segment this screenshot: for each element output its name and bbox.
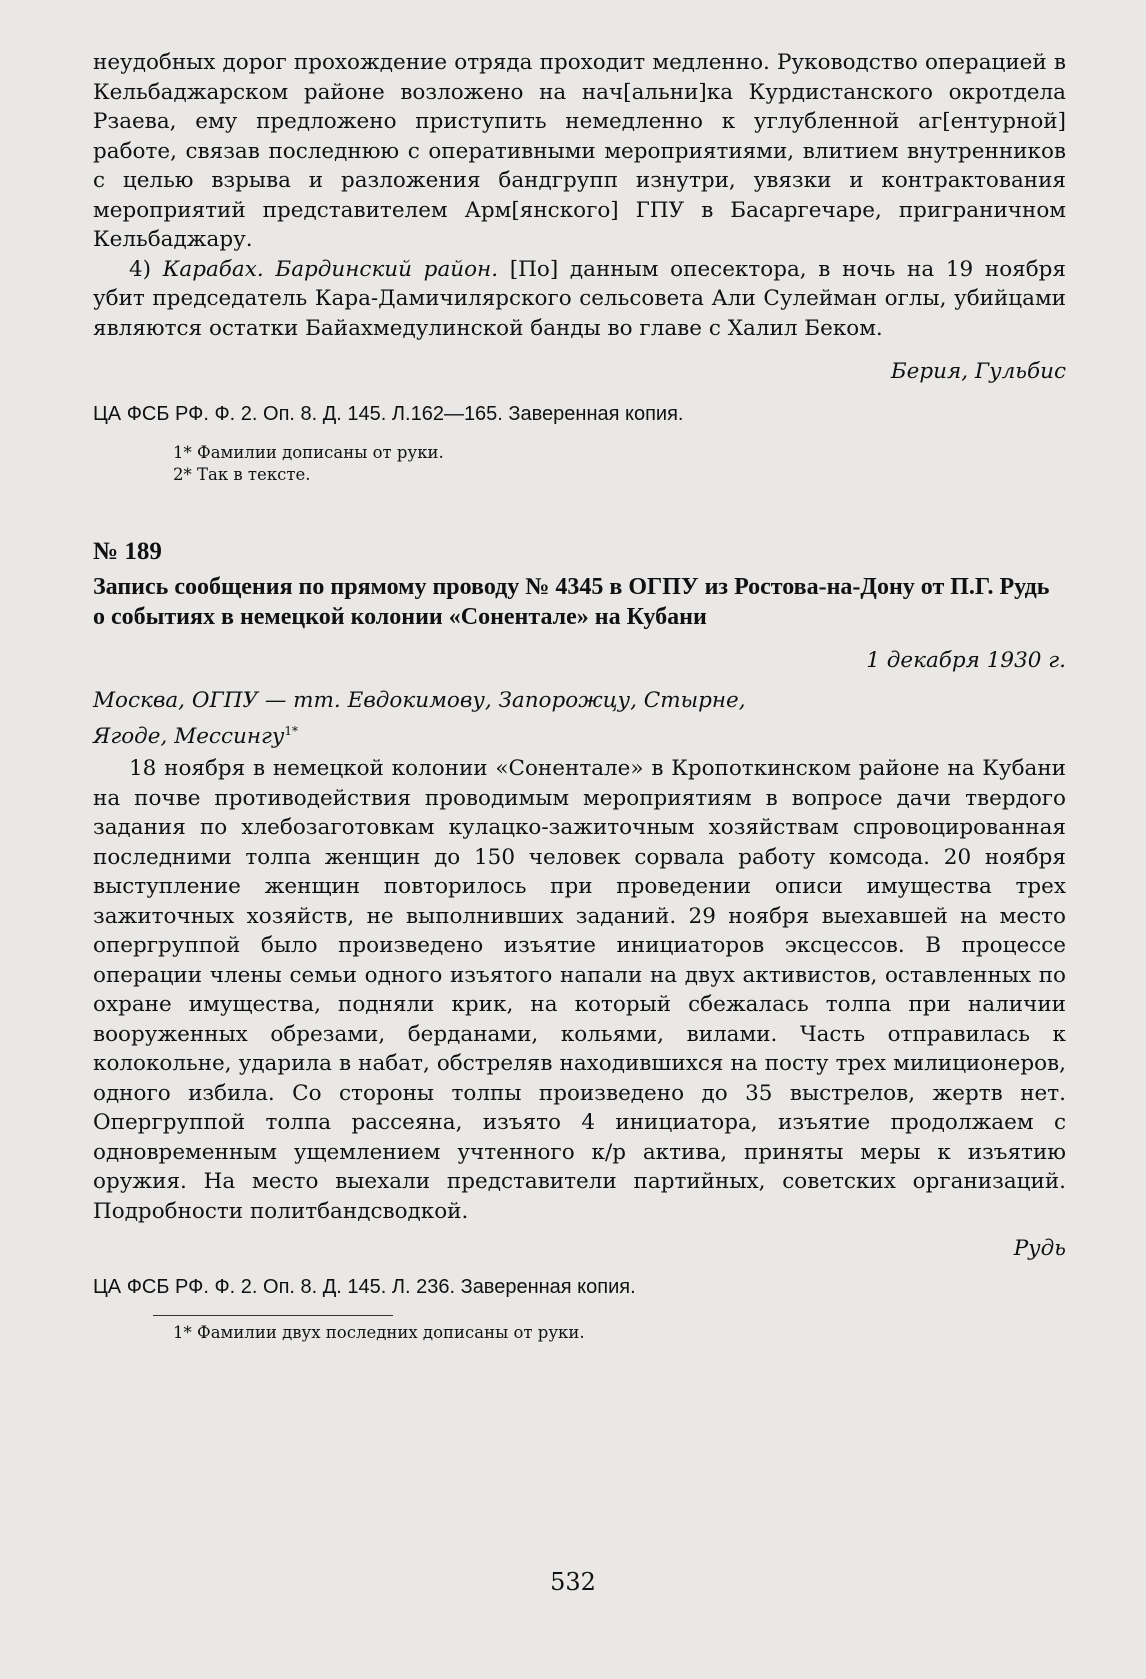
- footnote-3: 1* Фамилии двух последних дописаны от руки.: [173, 1323, 585, 1343]
- signature-beria-gulbis: Берия, Гульбис: [890, 359, 1066, 384]
- signature-rud: Рудь: [1013, 1236, 1066, 1262]
- document-number: № 189: [93, 538, 162, 565]
- paragraph-karabakh-text: [По] данным опесектора, в ночь на 19 ноября убит председатель Кара-Дамичилярского сельсовета Али Сулейман оглы, убийцами являются остатки Байахмедулинской банды во главе с Халил Беком.: [93, 256, 1066, 341]
- archive-reference-2: ЦА ФСБ РФ. Ф. 2. Оп. 8. Д. 145. Л. 236. Заверенная копия.: [93, 1276, 636, 1299]
- addressees: [93, 686, 813, 752]
- footnote-1: 1* Фамилии дописаны от руки.: [173, 443, 444, 462]
- text-column: [93, 48, 1066, 1344]
- archive-reference-1: ЦА ФСБ РФ. Ф. 2. Оп. 8. Д. 145. Л.162—165. Заверенная копия.: [93, 403, 684, 425]
- region-heading: Карабах. Бардинский район.: [162, 256, 499, 282]
- item-number: 4): [129, 256, 163, 282]
- paragraph-karabakh: [93, 255, 1066, 344]
- footnote-divider: [153, 1315, 393, 1316]
- addressees-text: Москва, ОГПУ — тт. Евдокимову, Запорожцу, Стырне, Ягоде, Мессингу: [93, 688, 746, 750]
- paragraph-sonental: 18 ноября в немецкой колонии «Сонентале» в Кропоткинском районе на Кубани на почве противодействия проводимым мероприятиям в вопросе дачи твердого задания по хлебозаготовкам кулацко-зажиточным хозяйствам спровоцированная последними толпа женщин до 150 человек сорвала работу комсода. 20 ноября выступление женщин повторилось при проведении описи имущества трех зажиточных хозяйств, не выполнивших заданий. 29 ноября выехавшей на место опергруппой было произведено изъятие инициаторов эксцессов. В процессе операции члены семьи одного изъятого напали на двух активистов, оставленных по охране имущества, подняли крик, на который сбежалась толпа при наличии вооруженных обрезами, берданами, кольями, вилами. Часть отправилась к колокольне, ударила в набат, обстреляв находившихся на посту трех милиционеров, одного избила. Со стороны толпы произведено до 35 выстрелов, жертв нет. Опергруппой толпа рассеяна, изъято 4 инициатора, изъятие продолжаем с одновременным ущемлением учтенного к/р актива, приняты меры к изъятию оружия. На место выехали представители партийных, советских организаций. Подробности политбандсводкой.: [93, 756, 1066, 1224]
- footnote-2: 2* Так в тексте.: [173, 465, 311, 484]
- document-date: 1 декабря 1930 г.: [866, 648, 1066, 673]
- paragraph-kelbajar: неудобных дорог прохождение отряда проходит медленно. Руководство операцией в Кельбаджарском районе возложено на нач[альни]ка Курдистанского окротдела Рзаева, ему предложено приступить немедленно к углубленной аг[ентурной] работе, связав последнюю с оперативными мероприятиями, влитием внутренников с целью взрыва и разложения бандгрупп изнутри, увязки и контрактования мероприятий представителем Арм[янского] ГПУ в Басаргечаре, приграничном Кельбаджару.: [93, 50, 1066, 252]
- document-title: Запись сообщения по прямому проводу № 4345 в ОГПУ из Ростова-на-Дону от П.Г. Рудь о событиях в немецкой колонии «Сонентале» на Кубани: [93, 574, 1050, 630]
- footnote-marker: 1*: [284, 724, 298, 738]
- page-number: 532: [550, 1568, 596, 1596]
